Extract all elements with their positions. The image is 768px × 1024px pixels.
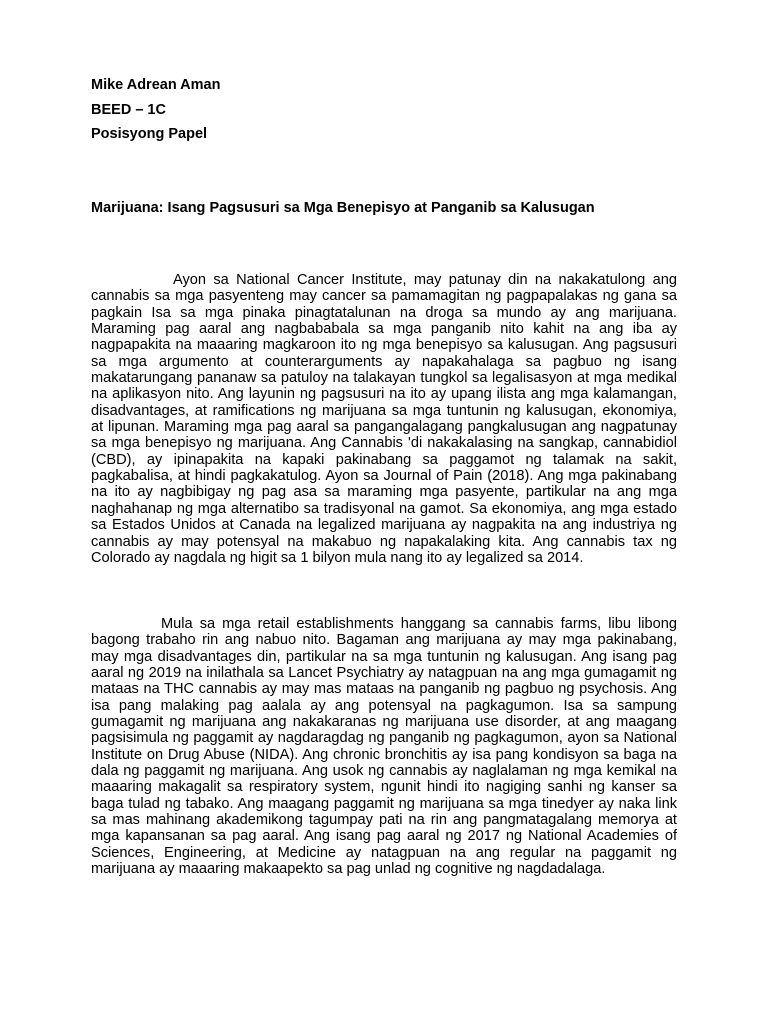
body-paragraph: Ayon sa National Cancer Institute, may patunay din na nakakatulong ang cannabis sa mga pasyenteng may cancer sa pamamagitan ng pagpapalakas ng gana sa pagkain Isa sa mga pinaka pinagtatalunan na droga sa mundo ay ang marijuana. Maraming pag aaral ang nagbababala sa mga panganib nito kahit na ang iba ay nagpapakita na maaaring magkaroon ito ng mga benepisyo sa kalusugan. Ang pagsusuri sa mga argumento at counterarguments ay napakahalaga sa pagbuo ng isang makatarungang pananaw sa patuloy na talakayan tungkol sa legalisasyon at mga medikal na aplikasyon nito. Ang layunin ng pagsusuri na ito ay upang ilista ang mga kalamangan, disadvantages, at ramifications ng marijuana sa mga tuntunin ng kalusugan, ekonomiya, at lipunan. Maraming mga pag aaral sa pangangalagang pangkalusugan ang nagpatunay sa mga benepisyo ng marijuana. Ang Cannabis 'di nakakalasing na sangkap, cannabidiol (CBD), ay ipinapakita na kapaki pakinabang sa paggamot ng talamak na sakit, pagkabalisa, at hindi pagkakatulog. Ayon sa Journal of Pain (2018). Ang mga pakinabang na ito ay nagbibigay ng pag asa sa maraming mga pasyente, partikular na ang mga naghahanap ng mga alternatibo sa tradisyonal na gamot. Sa ekonomiya, ang mga estado sa Estados Unidos at Canada na legalized marijuana ay nagpakita na ang industriya ng cannabis ay may potensyal na makabuo ng napakalaking kita. Ang cannabis tax ng Colorado ay nagdala ng higit sa 1 bilyon mula nang ito ay legalized sa 2014. xyxy=(91,272,677,566)
paper-title: Marijuana: Isang Pagsusuri sa Mga Benepisyo at Panganib sa Kalusugan xyxy=(91,200,595,216)
body-paragraph: Mula sa mga retail establishments hanggang sa cannabis farms, libu libong bagong trabaho rin ang nabuo nito. Bagaman ang marijuana ay may mga pakinabang, may mga disadvantages din, partikular na sa mga tuntunin ng kalusugan. Ang isang pag aaral ng 2019 na inilathala sa Lancet Psychiatry ay natagpuan na ang mga gumagamit ng mataas na THC cannabis ay may mas mataas na panganib ng pagbuo ng psychosis. Ang isa pang malaking pag aalala ay ang potensyal na pagkagumon. Isa sa sampung gumagamit ng marijuana ang nakakaranas ng marijuana use disorder, at ang maagang pagsisimula ng paggamit ay nagdaragdag ng panganib ng pagkagumon, ayon sa National Institute on Drug Abuse (NIDA). Ang chronic bronchitis ay isa pang kondisyon sa baga na dala ng paggamit ng marijuana. Ang usok ng cannabis ay naglalaman ng mga kemikal na maaaring makagalit sa respiratory system, ngunit hindi ito nagiging sanhi ng kanser sa baga tulad ng tabako. Ang maagang paggamit ng marijuana sa mga tinedyer ay naka link sa mas mahinang akademikong tagumpay pati na rin ang pangmatagalang memorya at mga kapansanan sa pag aaral. Ang isang pag aaral ng 2017 ng National Academies of Sciences, Engineering, at Medicine ay natagpuan na ang regular na paggamit ng marijuana ay maaaring makaapekto sa pag unlad ng cognitive ng nagdadalaga. xyxy=(91,616,677,878)
paragraph-2-block xyxy=(91,616,677,878)
document-type: Posisyong Papel xyxy=(91,126,208,142)
author-name: Mike Adrean Aman xyxy=(91,77,221,93)
paragraph-1-block xyxy=(91,272,677,566)
class-section: BEED – 1C xyxy=(91,102,166,118)
